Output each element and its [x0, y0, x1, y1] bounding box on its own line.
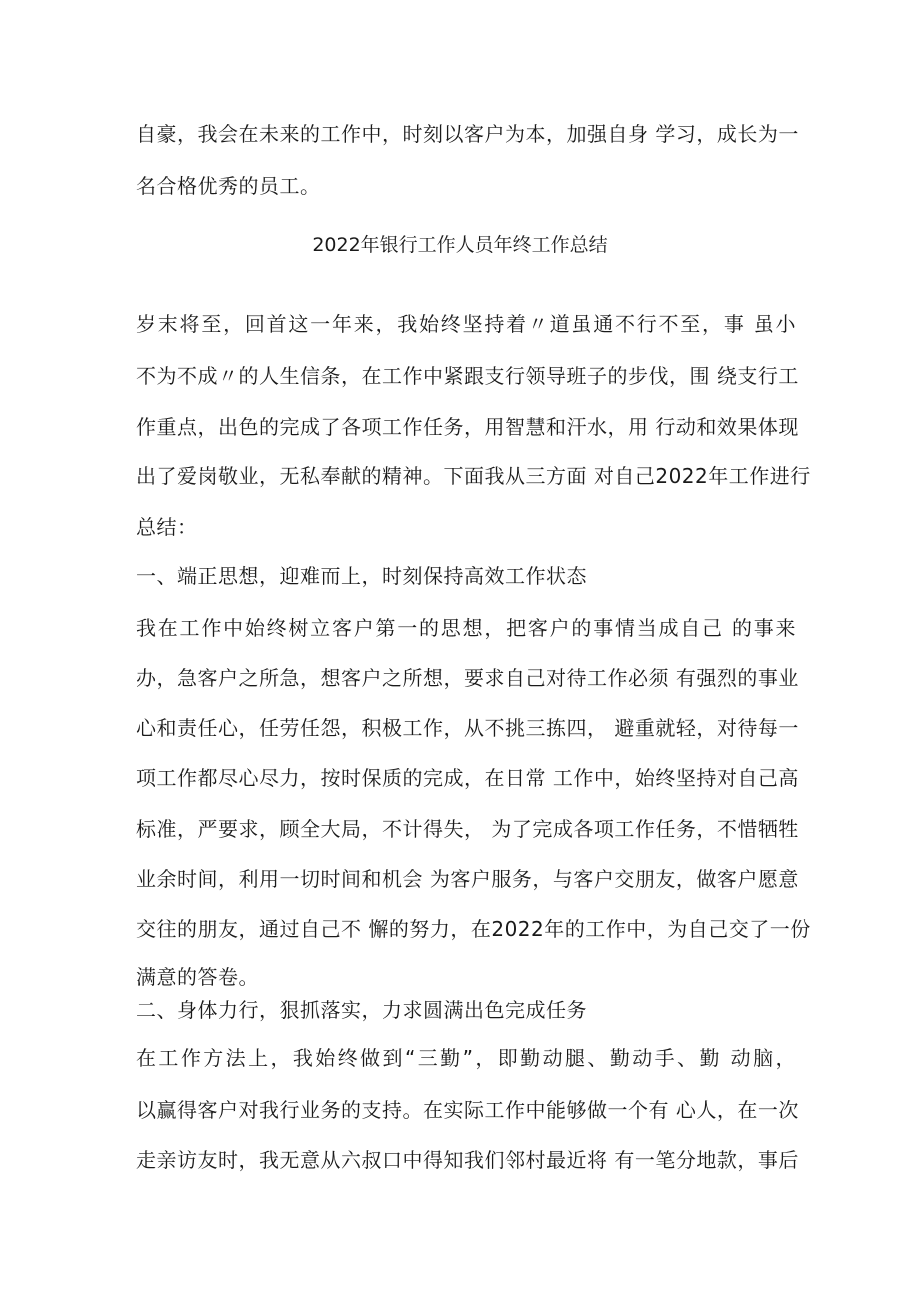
para2-line-1: 我在工作中始终树立客户第一的思想，把客户的事情当成自己 的事来 [136, 616, 796, 640]
para3-line-1: 在工作方法上，我始终做到“三勤”，即勤动腿、勤动手、勤 动脑， [136, 1046, 796, 1070]
para2-line-6: 业余时间，利用一切时间和机会 为客户服务，与客户交朋友，做客户愿意 [136, 867, 799, 891]
para2-line-5: 标准，严要求，顾全大局，不计得失， 为了完成各项工作任务，不惜牺牲 [136, 817, 799, 841]
para1-line-5: 总结： [136, 515, 198, 539]
para2-line-3: 心和责任心，任劳任怨，积极工作，从不挑三拣四， 避重就轻，对待每一 [136, 716, 799, 740]
section2-heading: 二、身体力行，狠抓落实，力求圆满出色完成任务 [136, 998, 587, 1022]
intro-line-1: 自豪，我会在未来的工作中，时刻以客户为本，加强自身 学习，成长为一 [136, 122, 799, 146]
para3-line-3: 走亲访友时，我无意从六叔口中得知我们邻村最近将 有一笔分地款，事后 [136, 1148, 799, 1172]
para2-line-2: 办，急客户之所急，想客户之所想，要求自己对待工作必须 有强烈的事业 [136, 666, 799, 690]
intro-line-2: 名合格优秀的员工。 [136, 174, 321, 198]
para2-line-8: 满意的答卷。 [136, 965, 259, 989]
para1-line-4: 出了爱岗敬业，无私奉献的精神。下面我从三方面 对自己2022年工作进行 [136, 464, 811, 488]
para1-line-3: 作重点，出色的完成了各项工作任务，用智慧和汗水，用 行动和效果体现 [136, 415, 799, 439]
document-title: 2022年银行工作人员年终工作总结 [312, 234, 608, 256]
para1-line-1: 岁末将至，回首这一年来，我始终坚持着〃道虽通不行不至，事 虽小 [136, 312, 796, 336]
para2-line-4: 项工作都尽心尽力，按时保质的完成，在日常 工作中，始终坚持对自己高 [136, 766, 799, 790]
section1-heading: 一、端正思想，迎难而上，时刻保持高效工作状态 [136, 564, 587, 588]
para1-line-2: 不为不成〃的人生信条，在工作中紧跟支行领导班子的步伐，围 绕支行工 [136, 364, 799, 388]
para3-line-2: 以赢得客户对我行业务的支持。在实际工作中能够做一个有 心人，在一次 [136, 1098, 799, 1122]
para2-line-7: 交往的朋友，通过自己不 懈的努力，在2022年的工作中，为自己交了一份 [136, 917, 811, 941]
